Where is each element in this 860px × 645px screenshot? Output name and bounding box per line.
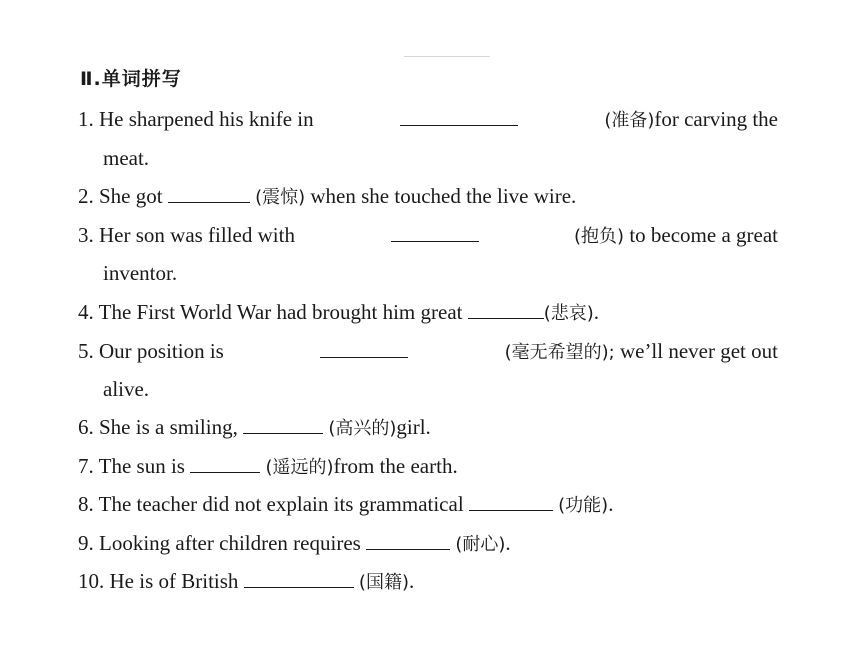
answer-blank[interactable] (469, 490, 553, 511)
question-text-tail: to become a great (629, 223, 778, 247)
answer-blank[interactable] (391, 221, 479, 242)
question-number: 9. (78, 531, 94, 555)
question-text-tail: when she touched the live wire. (310, 184, 577, 208)
question-number: 10. (78, 569, 105, 593)
answer-blank[interactable] (244, 567, 354, 588)
answer-blank[interactable] (243, 413, 323, 434)
question-text-tail: from the earth. (333, 454, 458, 478)
answer-blank[interactable] (168, 182, 250, 203)
question-number: 3. (78, 223, 94, 247)
question-text: Our position is (99, 339, 224, 363)
question-text: He sharpened his knife in (99, 107, 314, 131)
chinese-hint: (耐心) (455, 534, 506, 555)
question-text-tail: . (408, 569, 415, 593)
question-text-tail: we’ll never get out (619, 339, 778, 363)
question-text: She got (99, 184, 163, 208)
chinese-hint: (准备) (604, 110, 655, 131)
question-number: 7. (78, 454, 94, 478)
question-6 (78, 413, 778, 443)
question-text: She is a smiling, (99, 415, 238, 439)
chinese-hint: (功能) (558, 495, 609, 516)
question-3 (78, 221, 778, 251)
answer-blank[interactable] (190, 452, 260, 473)
question-text: Looking after children requires (99, 531, 361, 555)
question-2 (78, 182, 778, 212)
question-7 (78, 452, 778, 482)
question-text-tail: . (505, 531, 511, 555)
top-divider (404, 56, 490, 57)
question-text: The teacher did not explain its grammatical (98, 492, 464, 516)
chinese-hint: (高兴的) (328, 418, 397, 439)
question-3-continuation: inventor. (103, 261, 178, 285)
question-text-tail: girl. (396, 415, 431, 439)
question-text: Her son was filled with (99, 223, 295, 247)
question-number: 1. (78, 107, 94, 131)
question-number: 4. (78, 300, 94, 324)
chinese-hint: (遥远的) (265, 457, 334, 478)
question-number: 6. (78, 415, 94, 439)
question-text: The sun is (98, 454, 185, 478)
chinese-hint: (毫无希望的); (504, 342, 615, 363)
chinese-hint: (抱负) (574, 226, 625, 247)
answer-blank[interactable] (320, 337, 408, 358)
answer-blank[interactable] (400, 105, 518, 126)
chinese-hint: (震惊) (255, 187, 306, 208)
question-5 (78, 337, 778, 367)
question-number: 8. (78, 492, 94, 516)
question-number: 5. (78, 339, 94, 363)
question-10 (78, 567, 778, 597)
question-1 (78, 105, 778, 135)
question-9 (78, 529, 778, 559)
question-text: The First World War had brought him great (98, 300, 463, 324)
question-text-tail: . (608, 492, 614, 516)
answer-blank[interactable] (366, 529, 450, 550)
question-text-tail: for carving the (654, 107, 778, 131)
answer-blank[interactable] (468, 298, 544, 319)
question-text: He is of British (109, 569, 239, 593)
question-5-continuation: alive. (103, 377, 150, 401)
question-1-continuation: meat. (103, 146, 150, 170)
section-title: Ⅱ.单词拼写 (80, 68, 182, 90)
question-number: 2. (78, 184, 94, 208)
chinese-hint: (悲哀) (543, 303, 594, 324)
chinese-hint: (国籍) (358, 572, 409, 593)
question-4 (78, 298, 778, 328)
question-8 (78, 490, 778, 520)
question-text-tail: . (593, 300, 600, 324)
